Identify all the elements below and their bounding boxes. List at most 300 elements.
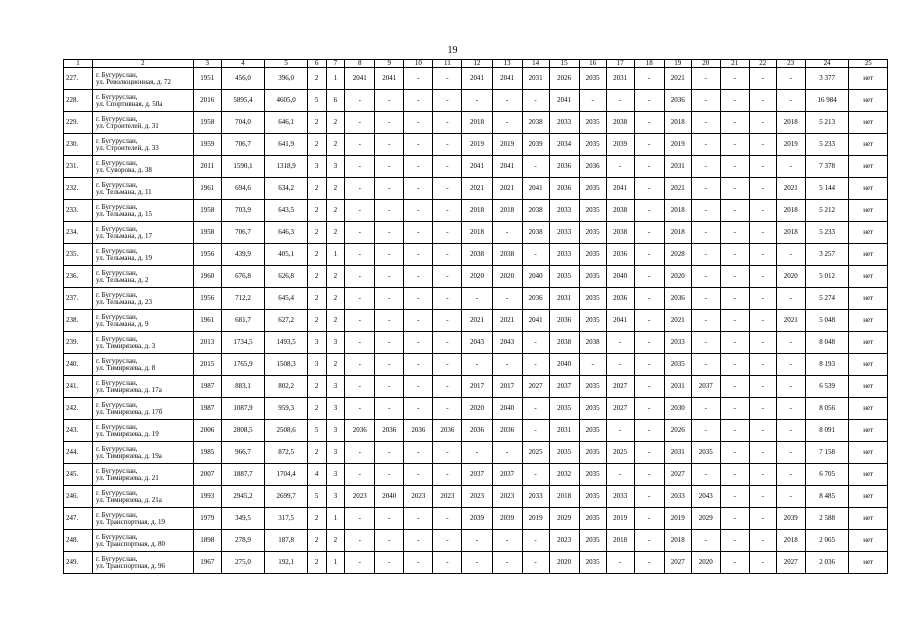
address-cell (93, 552, 194, 574)
cell-col-24: 2 036 (805, 552, 849, 574)
cell-col-6: 2 (307, 222, 326, 244)
cell-col-12: - (462, 354, 492, 376)
cell-col-8: 2041 (345, 68, 375, 90)
cell-col-25: нет (849, 398, 888, 420)
cell-col-8: - (345, 310, 375, 332)
cell-col-10: - (404, 442, 433, 464)
cell-col-18: - (634, 68, 664, 90)
cell-col-6: 2 (307, 244, 326, 266)
cell-col-11: - (433, 244, 462, 266)
cell-col-7: 6 (326, 90, 345, 112)
cell-col-23: - (776, 244, 805, 266)
cell-col-19: 2031 (664, 442, 691, 464)
cell-col-14: - (522, 530, 549, 552)
cell-col-3: 2016 (193, 90, 221, 112)
cell-col-16: - (579, 354, 606, 376)
cell-col-23: - (776, 376, 805, 398)
cell-col-5: 405,1 (265, 244, 308, 266)
cell-col-17: 2018 (606, 530, 634, 552)
cell-col-20: 2029 (691, 508, 720, 530)
cell-col-3: 1993 (193, 486, 221, 508)
cell-col-18: - (634, 244, 664, 266)
cell-col-25: нет (849, 222, 888, 244)
cell-col-17: 2027 (606, 376, 634, 398)
cell-col-4: 2808,5 (221, 420, 265, 442)
cell-col-17: 2038 (606, 222, 634, 244)
cell-col-20: - (691, 420, 720, 442)
cell-col-10: - (404, 178, 433, 200)
column-header-6: 6 (307, 60, 326, 68)
cell-col-9: - (375, 200, 404, 222)
cell-col-22: - (749, 354, 776, 376)
cell-col-9: - (375, 178, 404, 200)
address-street: ул. Транспортная, д. 80 (96, 539, 166, 548)
cell-col-24: 5 012 (805, 266, 849, 288)
cell-col-19: 2033 (664, 486, 691, 508)
cell-col-24: 5 048 (805, 310, 849, 332)
cell-col-8: - (345, 332, 375, 354)
address-street: ул. Суворова, д. 38 (96, 165, 152, 174)
cell-col-5: 396,0 (265, 68, 308, 90)
cell-col-3: 2015 (193, 354, 221, 376)
cell-col-5: 634,2 (265, 178, 308, 200)
cell-col-25: нет (849, 332, 888, 354)
cell-col-13: 2038 (492, 244, 522, 266)
column-header-19: 19 (664, 60, 691, 68)
address-street: ул. Тельмана, д. 15 (96, 209, 152, 218)
table-row (64, 376, 888, 398)
column-header-22: 22 (749, 60, 776, 68)
cell-col-18: - (634, 376, 664, 398)
cell-col-6: 2 (307, 266, 326, 288)
cell-col-9: - (375, 156, 404, 178)
cell-col-3: 2011 (193, 156, 221, 178)
cell-col-24: 5 212 (805, 200, 849, 222)
address-city: г. Бугуруслан, (96, 136, 138, 145)
cell-col-12: 2020 (462, 266, 492, 288)
cell-col-23: 2021 (776, 310, 805, 332)
cell-col-15: 2035 (549, 398, 579, 420)
cell-col-6: 5 (307, 90, 326, 112)
address-street: ул. Тимирязева, д. 17а (96, 385, 162, 394)
cell-col-20: - (691, 530, 720, 552)
cell-col-9: - (375, 398, 404, 420)
cell-col-22: - (749, 90, 776, 112)
cell-col-18: - (634, 552, 664, 574)
cell-col-13: 2020 (492, 266, 522, 288)
cell-col-5: 645,4 (265, 288, 308, 310)
cell-col-13: 2041 (492, 68, 522, 90)
cell-col-20: 2043 (691, 486, 720, 508)
table-row (64, 222, 888, 244)
cell-col-13: - (492, 530, 522, 552)
cell-col-8: 2036 (345, 420, 375, 442)
cell-col-10: - (404, 200, 433, 222)
address-cell (93, 486, 194, 508)
address-city: г. Бугуруслан, (96, 488, 138, 497)
cell-col-11: - (433, 464, 462, 486)
cell-col-22: - (749, 266, 776, 288)
cell-col-9: - (375, 266, 404, 288)
cell-col-25: нет (849, 90, 888, 112)
cell-col-20: - (691, 464, 720, 486)
cell-col-9: - (375, 134, 404, 156)
cell-col-5: 626,8 (265, 266, 308, 288)
cell-col-6: 5 (307, 486, 326, 508)
cell-col-6: 2 (307, 442, 326, 464)
cell-col-7: 2 (326, 178, 345, 200)
address-cell (93, 178, 194, 200)
cell-col-23: - (776, 156, 805, 178)
cell-col-21: - (720, 354, 749, 376)
cell-col-21: - (720, 398, 749, 420)
table-row (64, 332, 888, 354)
cell-col-23: - (776, 68, 805, 90)
cell-col-18: - (634, 134, 664, 156)
cell-col-13: - (492, 354, 522, 376)
address-street: ул. Строителей, д. 33 (96, 143, 159, 152)
row-number-cell: 241. (64, 376, 93, 398)
cell-col-4: 706,7 (221, 134, 265, 156)
cell-col-18: - (634, 112, 664, 134)
cell-col-25: нет (849, 552, 888, 574)
cell-col-5: 1493,5 (265, 332, 308, 354)
cell-col-7: 2 (326, 112, 345, 134)
cell-col-20: - (691, 178, 720, 200)
cell-col-11: 2036 (433, 420, 462, 442)
cell-col-10: - (404, 288, 433, 310)
column-header-13: 13 (492, 60, 522, 68)
cell-col-24: 7 158 (805, 442, 849, 464)
cell-col-17: - (606, 332, 634, 354)
address-cell (93, 464, 194, 486)
cell-col-4: 694,6 (221, 178, 265, 200)
cell-col-11: - (433, 222, 462, 244)
cell-col-21: - (720, 266, 749, 288)
cell-col-17: 2039 (606, 134, 634, 156)
cell-col-6: 2 (307, 134, 326, 156)
cell-col-9: - (375, 464, 404, 486)
cell-col-12: 2023 (462, 486, 492, 508)
cell-col-7: 3 (326, 486, 345, 508)
cell-col-11: - (433, 442, 462, 464)
cell-col-17: 2025 (606, 442, 634, 464)
cell-col-16: 2035 (579, 310, 606, 332)
row-number-cell: 233. (64, 200, 93, 222)
cell-col-22: - (749, 222, 776, 244)
cell-col-4: 1087,9 (221, 398, 265, 420)
cell-col-7: 2 (326, 310, 345, 332)
cell-col-18: - (634, 156, 664, 178)
cell-col-6: 2 (307, 552, 326, 574)
cell-col-3: 1951 (193, 68, 221, 90)
cell-col-19: 2018 (664, 530, 691, 552)
cell-col-21: - (720, 552, 749, 574)
address-city: г. Бугуруслан, (96, 114, 138, 123)
row-number-cell: 230. (64, 134, 93, 156)
cell-col-10: - (404, 222, 433, 244)
table-row (64, 530, 888, 552)
cell-col-8: - (345, 552, 375, 574)
cell-col-17: 2036 (606, 288, 634, 310)
cell-col-10: 2023 (404, 486, 433, 508)
cell-col-22: - (749, 200, 776, 222)
cell-col-3: 1898 (193, 530, 221, 552)
cell-col-15: 2031 (549, 288, 579, 310)
cell-col-25: нет (849, 376, 888, 398)
address-city: г. Бугуруслан, (96, 400, 138, 409)
cell-col-7: 2 (326, 288, 345, 310)
cell-col-10: - (404, 156, 433, 178)
address-city: г. Бугуруслан, (96, 554, 138, 563)
cell-col-24: 6 705 (805, 464, 849, 486)
cell-col-3: 1959 (193, 134, 221, 156)
cell-col-10: - (404, 244, 433, 266)
cell-col-24: 16 984 (805, 90, 849, 112)
cell-col-19: 2027 (664, 464, 691, 486)
cell-col-25: нет (849, 310, 888, 332)
cell-col-19: 2036 (664, 288, 691, 310)
cell-col-16: 2035 (579, 200, 606, 222)
address-city: г. Бугуруслан, (96, 202, 138, 211)
cell-col-15: 2036 (549, 156, 579, 178)
cell-col-13: - (492, 552, 522, 574)
address-street: ул. Тельмана, д. 9 (96, 319, 149, 328)
row-number-cell: 240. (64, 354, 93, 376)
cell-col-17: 2033 (606, 486, 634, 508)
column-number-row (64, 60, 888, 68)
address-street: ул. Революционная, д. 72 (96, 77, 171, 86)
table-row (64, 266, 888, 288)
cell-col-5: 1704,4 (265, 464, 308, 486)
cell-col-10: - (404, 266, 433, 288)
cell-col-23: - (776, 332, 805, 354)
cell-col-11: - (433, 552, 462, 574)
cell-col-17: - (606, 552, 634, 574)
cell-col-4: 712,2 (221, 288, 265, 310)
address-city: г. Бугуруслан, (96, 466, 138, 475)
cell-col-16: 2035 (579, 134, 606, 156)
table-row (64, 552, 888, 574)
cell-col-20: - (691, 68, 720, 90)
cell-col-10: - (404, 112, 433, 134)
row-number-cell: 228. (64, 90, 93, 112)
row-number-cell: 232. (64, 178, 93, 200)
column-header-3: 3 (193, 60, 221, 68)
cell-col-18: - (634, 420, 664, 442)
cell-col-21: - (720, 486, 749, 508)
table-row (64, 134, 888, 156)
address-street: ул. Транспортная, д. 96 (96, 561, 166, 570)
cell-col-6: 2 (307, 112, 326, 134)
row-number-cell: 237. (64, 288, 93, 310)
cell-col-11: - (433, 354, 462, 376)
cell-col-4: 1765,9 (221, 354, 265, 376)
cell-col-12: 2038 (462, 244, 492, 266)
cell-col-4: 681,7 (221, 310, 265, 332)
cell-col-14: 2038 (522, 200, 549, 222)
cell-col-22: - (749, 156, 776, 178)
address-cell (93, 420, 194, 442)
cell-col-4: 1734,5 (221, 332, 265, 354)
cell-col-24: 8 056 (805, 398, 849, 420)
cell-col-22: - (749, 530, 776, 552)
cell-col-11: - (433, 68, 462, 90)
cell-col-16: 2035 (579, 486, 606, 508)
cell-col-11: - (433, 134, 462, 156)
column-header-18: 18 (634, 60, 664, 68)
cell-col-21: - (720, 442, 749, 464)
cell-col-8: - (345, 530, 375, 552)
cell-col-10: 2036 (404, 420, 433, 442)
cell-col-8: - (345, 464, 375, 486)
cell-col-12: 2041 (462, 156, 492, 178)
address-street: ул. Тельмана, д. 17 (96, 231, 152, 240)
cell-col-7: 1 (326, 508, 345, 530)
cell-col-5: 187,8 (265, 530, 308, 552)
cell-col-13: 2043 (492, 332, 522, 354)
row-number-cell: 247. (64, 508, 93, 530)
cell-col-19: 2020 (664, 266, 691, 288)
address-city: г. Бугуруслан, (96, 180, 138, 189)
cell-col-13: 2017 (492, 376, 522, 398)
cell-col-13: 2036 (492, 420, 522, 442)
cell-col-25: нет (849, 134, 888, 156)
address-city: г. Бугуруслан, (96, 510, 138, 519)
cell-col-16: 2035 (579, 288, 606, 310)
cell-col-12: 2018 (462, 112, 492, 134)
cell-col-5: 317,5 (265, 508, 308, 530)
cell-col-17: - (606, 90, 634, 112)
cell-col-19: 2018 (664, 200, 691, 222)
cell-col-9: - (375, 332, 404, 354)
cell-col-22: - (749, 420, 776, 442)
cell-col-24: 3 377 (805, 68, 849, 90)
cell-col-8: - (345, 156, 375, 178)
cell-col-6: 2 (307, 310, 326, 332)
cell-col-17: 2038 (606, 112, 634, 134)
column-header-23: 23 (776, 60, 805, 68)
column-header-10: 10 (404, 60, 433, 68)
cell-col-9: - (375, 354, 404, 376)
cell-col-22: - (749, 288, 776, 310)
cell-col-10: - (404, 552, 433, 574)
cell-col-11: - (433, 178, 462, 200)
cell-col-5: 4605,0 (265, 90, 308, 112)
page-number: 19 (447, 45, 458, 56)
cell-col-7: 2 (326, 530, 345, 552)
cell-col-23: 2019 (776, 134, 805, 156)
cell-col-9: - (375, 244, 404, 266)
cell-col-8: - (345, 178, 375, 200)
cell-col-23: - (776, 398, 805, 420)
cell-col-8: - (345, 222, 375, 244)
cell-col-8: - (345, 354, 375, 376)
column-header-17: 17 (606, 60, 634, 68)
cell-col-21: - (720, 112, 749, 134)
column-header-24: 24 (805, 60, 849, 68)
address-city: г. Бугуруслан, (96, 378, 138, 387)
cell-col-16: 2035 (579, 508, 606, 530)
cell-col-9: 2036 (375, 420, 404, 442)
cell-col-17: 2031 (606, 68, 634, 90)
cell-col-22: - (749, 112, 776, 134)
cell-col-20: - (691, 288, 720, 310)
cell-col-25: нет (849, 420, 888, 442)
cell-col-24: 5 233 (805, 222, 849, 244)
address-street: ул. Тимирязева, д. 3 (96, 341, 156, 350)
cell-col-12: 2041 (462, 68, 492, 90)
cell-col-6: 5 (307, 420, 326, 442)
cell-col-7: 2 (326, 266, 345, 288)
cell-col-24: 5 274 (805, 288, 849, 310)
cell-col-16: 2035 (579, 178, 606, 200)
address-street: ул. Тимирязева, д. 17б (96, 407, 163, 416)
cell-col-7: 3 (326, 442, 345, 464)
cell-col-7: 1 (326, 244, 345, 266)
cell-col-3: 2007 (193, 464, 221, 486)
cell-col-4: 966,7 (221, 442, 265, 464)
cell-col-17: 2036 (606, 244, 634, 266)
cell-col-24: 2 065 (805, 530, 849, 552)
cell-col-23: - (776, 442, 805, 464)
cell-col-22: - (749, 68, 776, 90)
cell-col-15: 2033 (549, 222, 579, 244)
cell-col-15: 2032 (549, 464, 579, 486)
cell-col-23: - (776, 90, 805, 112)
cell-col-6: 3 (307, 354, 326, 376)
cell-col-16: 2035 (579, 530, 606, 552)
cell-col-20: - (691, 200, 720, 222)
cell-col-12: 2018 (462, 222, 492, 244)
cell-col-23: 2018 (776, 530, 805, 552)
cell-col-20: - (691, 266, 720, 288)
cell-col-14: - (522, 464, 549, 486)
cell-col-10: - (404, 376, 433, 398)
cell-col-20: - (691, 112, 720, 134)
cell-col-18: - (634, 310, 664, 332)
cell-col-8: - (345, 288, 375, 310)
row-number-cell: 227. (64, 68, 93, 90)
address-city: г. Бугуруслан, (96, 224, 138, 233)
cell-col-20: - (691, 354, 720, 376)
cell-col-4: 275,0 (221, 552, 265, 574)
cell-col-3: 1985 (193, 442, 221, 464)
cell-col-19: 2028 (664, 244, 691, 266)
cell-col-10: - (404, 464, 433, 486)
cell-col-10: - (404, 354, 433, 376)
table-row (64, 442, 888, 464)
address-cell (93, 376, 194, 398)
cell-col-23: 2027 (776, 552, 805, 574)
cell-col-14: - (522, 420, 549, 442)
cell-col-25: нет (849, 508, 888, 530)
cell-col-13: 2021 (492, 310, 522, 332)
cell-col-23: - (776, 486, 805, 508)
cell-col-11: - (433, 508, 462, 530)
cell-col-10: - (404, 332, 433, 354)
cell-col-5: 2508,6 (265, 420, 308, 442)
cell-col-25: нет (849, 288, 888, 310)
cell-col-6: 2 (307, 288, 326, 310)
cell-col-12: 2020 (462, 398, 492, 420)
cell-col-5: 643,5 (265, 200, 308, 222)
cell-col-24: 6 539 (805, 376, 849, 398)
cell-col-12: 2021 (462, 310, 492, 332)
cell-col-17: - (606, 420, 634, 442)
cell-col-22: - (749, 508, 776, 530)
cell-col-13: - (492, 288, 522, 310)
